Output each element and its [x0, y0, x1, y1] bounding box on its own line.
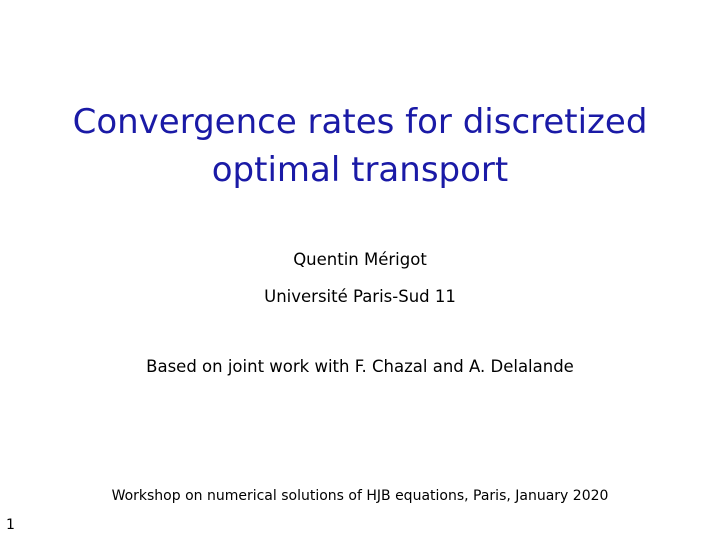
- event-info: Workshop on numerical solutions of HJB equations, Paris, January 2020: [111, 488, 609, 504]
- author-name: Quentin Mérigot: [293, 250, 427, 269]
- collaboration-note: Based on joint work with F. Chazal and A. Delalande: [146, 357, 574, 376]
- slide-title: Convergence rates for discretized optimal transport: [72, 102, 648, 190]
- page-number: 1: [6, 517, 15, 533]
- author-affiliation: Université Paris-Sud 11: [264, 287, 456, 306]
